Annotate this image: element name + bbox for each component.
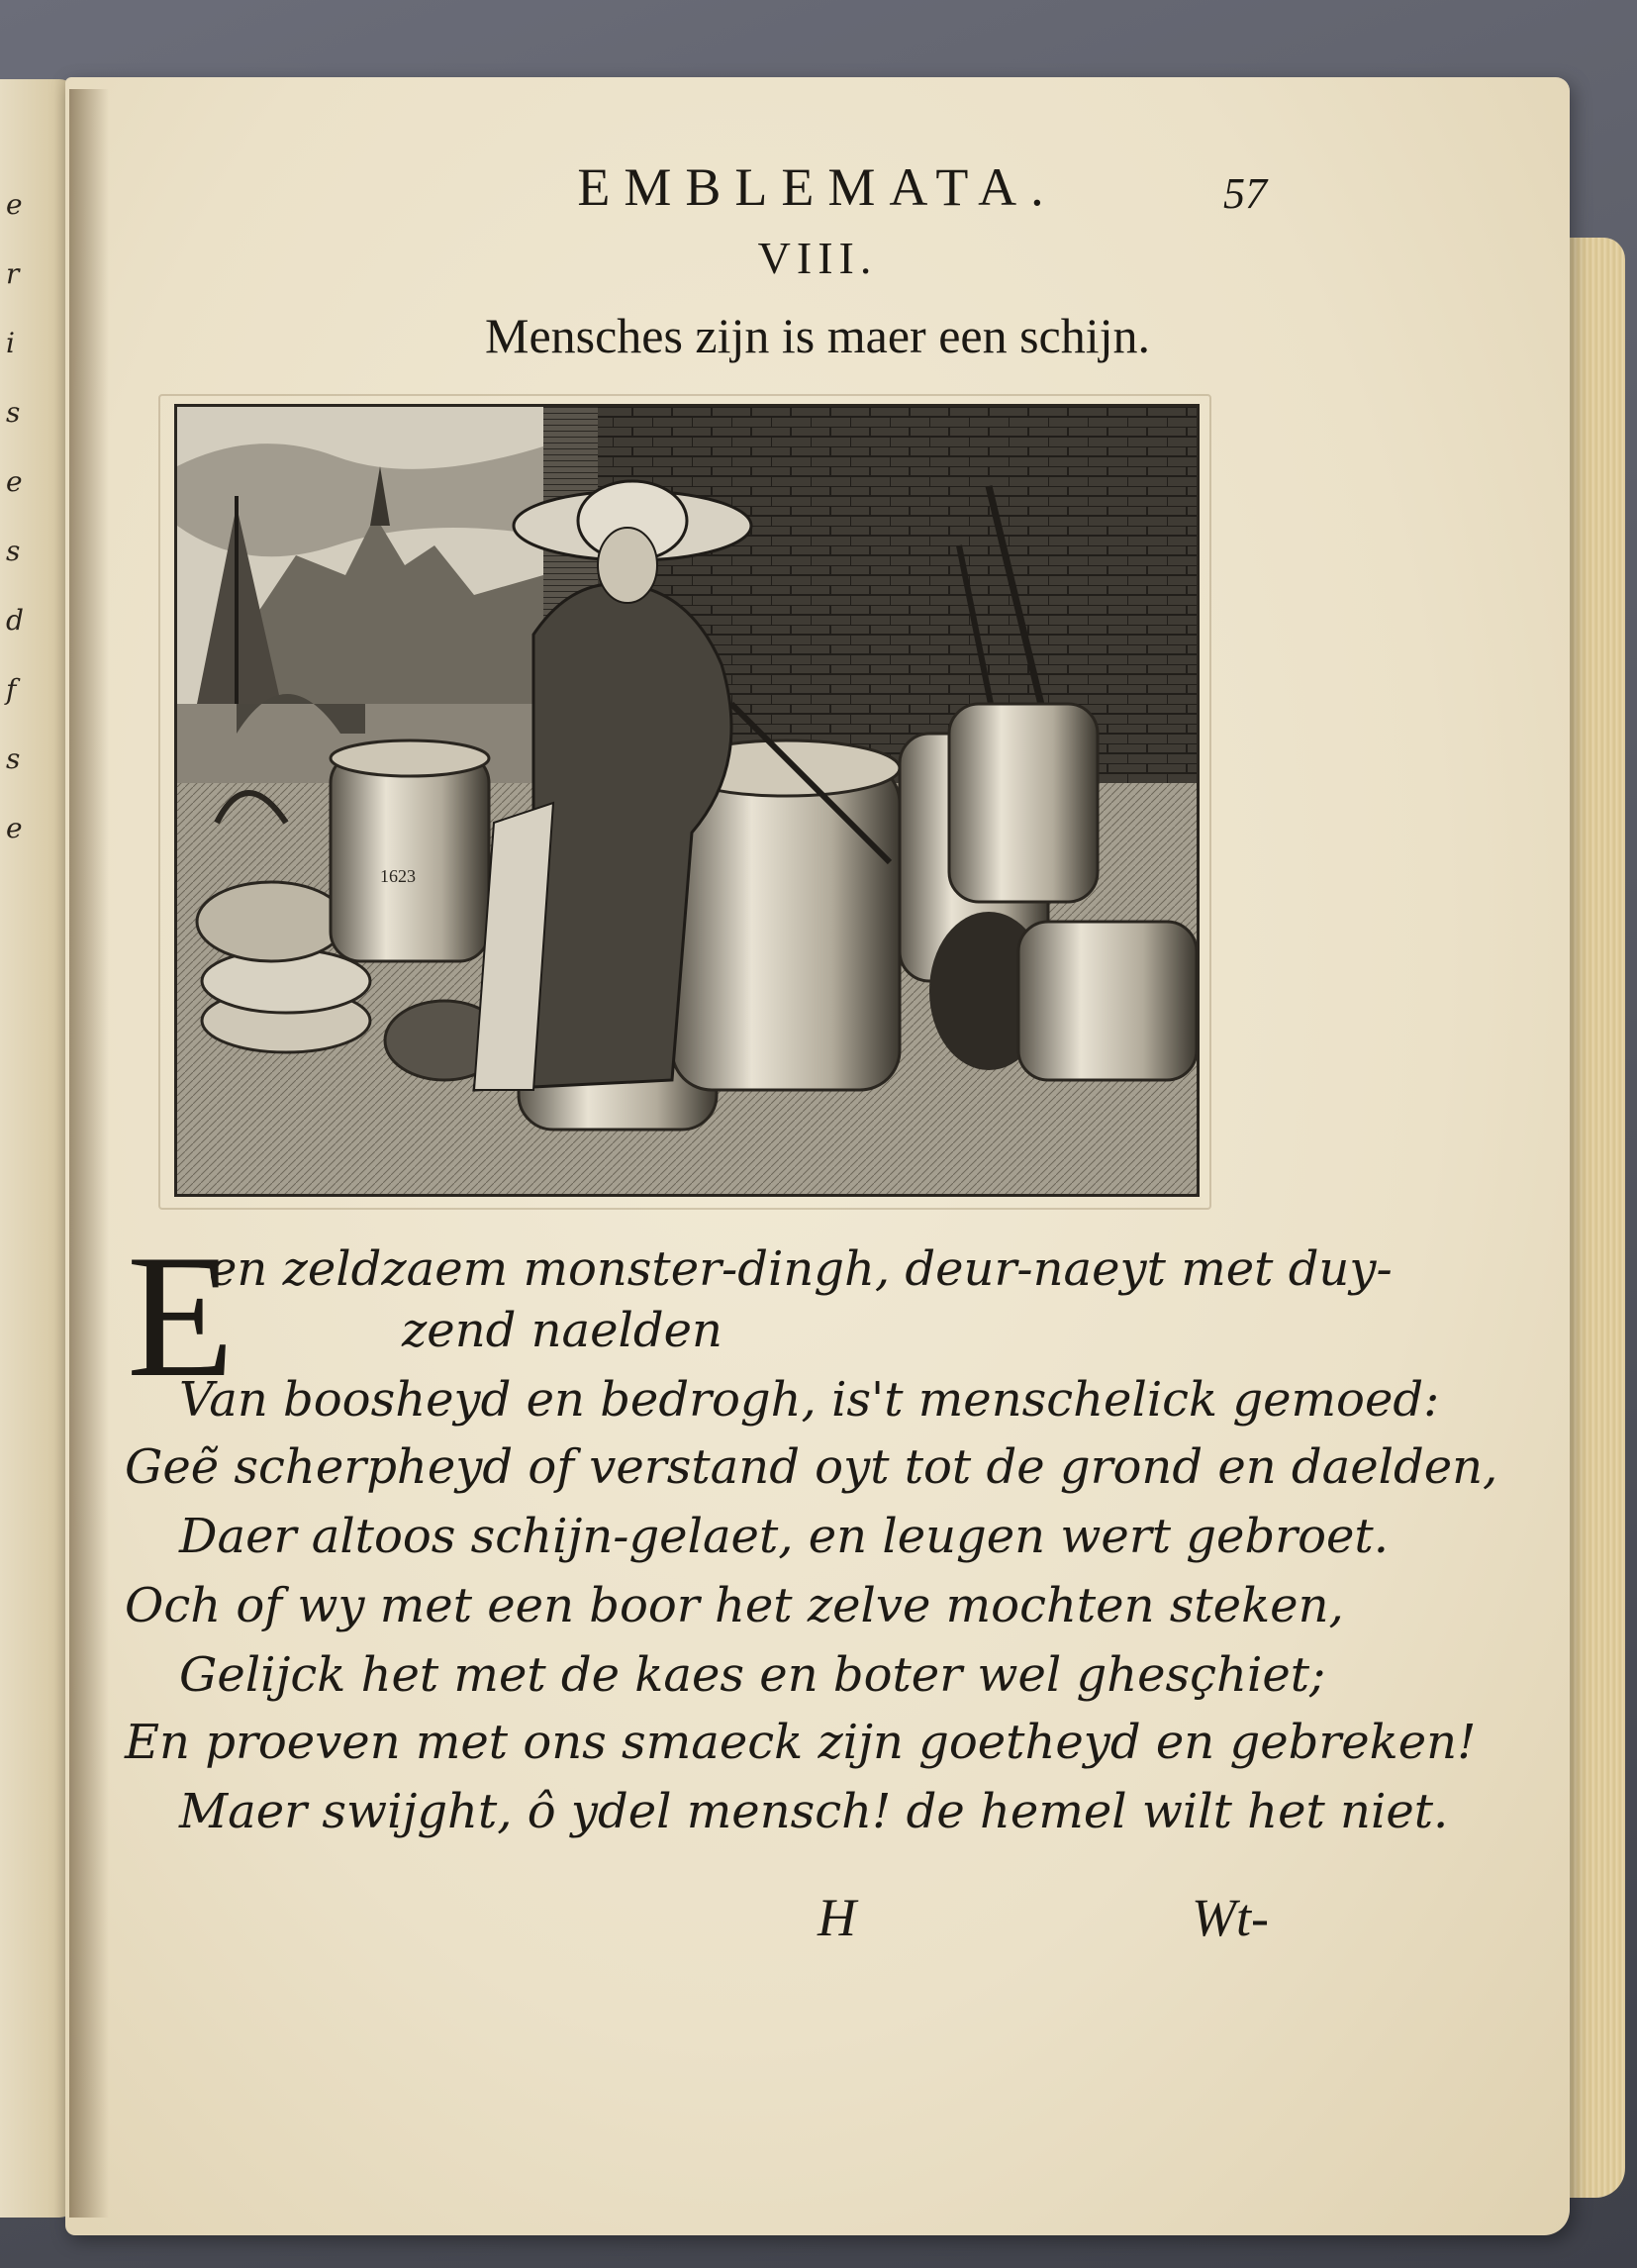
verse-line: En proeven met ons smaeck zijn goetheyd en gebreken! xyxy=(125,1715,1477,1770)
verse-line: en zeldzaem monster-dingh, deur-naeyt met duy- xyxy=(209,1241,1393,1297)
catchword: Wt- xyxy=(1192,1888,1269,1947)
verse-line: Daer altoos schijn-gelaet, en leugen wert gebroet. xyxy=(179,1509,1389,1564)
left-page-mark: r xyxy=(6,257,20,290)
engraving-illustration xyxy=(174,404,1200,1197)
verse-line: Gelijck het met de kaes en boter wel ghesçhiet; xyxy=(179,1647,1326,1703)
verse-line: Van boosheyd en bedrogh, is't menschelick gemoed: xyxy=(179,1372,1440,1428)
left-page-mark: s xyxy=(6,742,21,775)
left-page-mark: f xyxy=(6,673,17,706)
page-number: 57 xyxy=(1223,169,1267,218)
left-page-mark: d xyxy=(6,604,24,637)
left-page-mark: e xyxy=(6,812,23,844)
signature-mark: H xyxy=(818,1888,856,1947)
verse-line: Geẽ scherpheyd of verstand oyt tot de grond en daelden, xyxy=(125,1439,1498,1495)
left-page-mark: s xyxy=(6,396,21,429)
verse-line: zend naelden xyxy=(402,1303,722,1358)
motto: Mensches zijn is maer een schijn. xyxy=(484,308,1151,363)
verse-line: Maer swijght, ô ydel mensch! de hemel wilt het niet. xyxy=(179,1784,1449,1839)
left-page-mark: s xyxy=(6,535,21,567)
verse-line: Och of wy met een boor het zelve mochten steken, xyxy=(125,1578,1344,1633)
emblem-number: VIII. xyxy=(757,233,878,283)
barrel-date: 1623 xyxy=(380,866,416,886)
left-page-mark: i xyxy=(6,327,15,359)
left-page-mark: e xyxy=(6,188,23,221)
left-page-text-fragments xyxy=(6,188,46,881)
engraving-scene xyxy=(177,407,1197,1194)
book-page xyxy=(65,77,1570,2235)
page-block-edges xyxy=(1564,238,1625,2198)
left-page-mark: e xyxy=(6,465,23,498)
running-head: EMBLEMATA. xyxy=(577,157,1058,217)
gutter-shadow xyxy=(69,89,109,2218)
decorative-initial: E xyxy=(127,1218,235,1414)
